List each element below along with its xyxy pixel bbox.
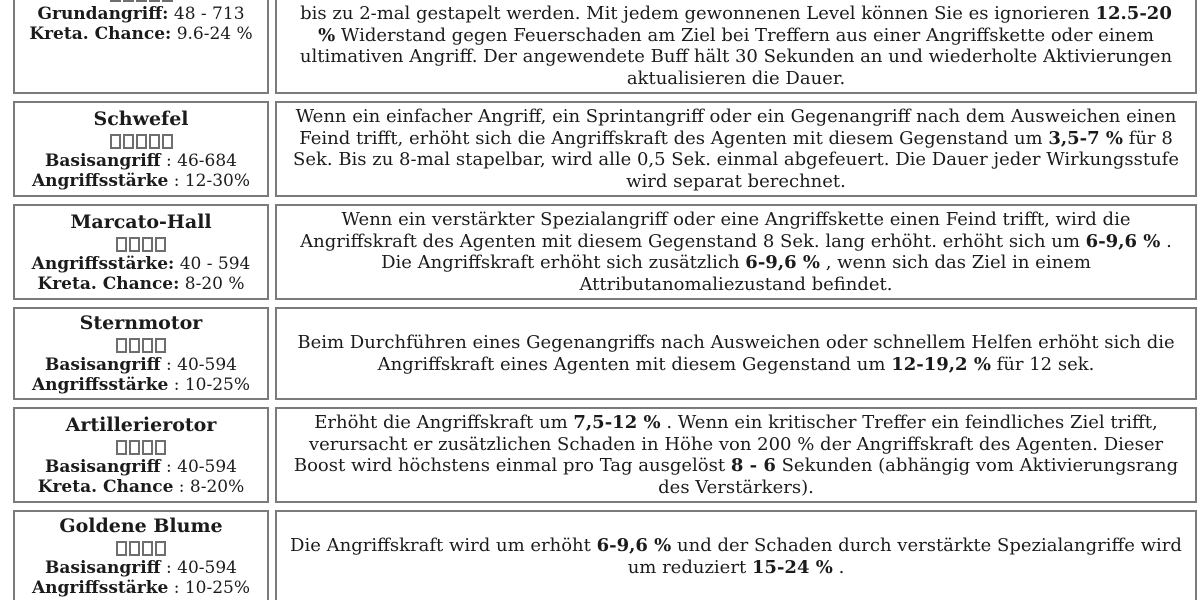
- star-icon: [142, 440, 153, 455]
- star-icon: [123, 0, 134, 2]
- items-table: [13, 0, 1197, 600]
- item-stars: [115, 538, 167, 558]
- stat-line: Angriffsstärke : 10-25%: [31, 375, 251, 395]
- description-text: Wenn ein einfacher Angriff, ein Sprintangriff oder ein Gegenangriff nach dem Ausweichen einen Feind trifft, erhöht sich die Angriffskraft des Agenten mit diesem Gegenstand um 3,5-7 % für 8 Sek. Bis zu 8-mal stapelbar, wird alle 0,5 Sek. einmal abgefeuert. Die Dauer jeder Wirkungsstufe wird separat berechnet.: [292, 106, 1180, 192]
- item-description: [275, 101, 1197, 197]
- stat-line: Angriffsstärke : 10-25%: [31, 578, 251, 598]
- table-row: [13, 204, 1197, 300]
- item-info-cell: [13, 407, 269, 503]
- star-icon: [129, 440, 140, 455]
- item-stats: [32, 355, 250, 395]
- table-row: [13, 0, 1197, 94]
- star-icon: [110, 134, 121, 149]
- item-stars: [115, 335, 167, 355]
- star-icon: [116, 440, 127, 455]
- stat-line: Basisangriff : 40-594: [45, 355, 237, 375]
- star-icon: [155, 237, 166, 252]
- item-info-cell: [13, 307, 269, 400]
- item-stats: [32, 254, 251, 294]
- item-stats: [29, 4, 252, 44]
- item-stats: [32, 558, 250, 598]
- stat-line: Kreta. Chance: 9.6-24 %: [29, 24, 253, 44]
- table-row: [13, 407, 1197, 503]
- star-icon: [155, 541, 166, 556]
- table-row: [13, 307, 1197, 400]
- star-icon: [162, 0, 173, 2]
- item-name: Schwefel: [93, 107, 189, 130]
- item-info-cell: [13, 204, 269, 300]
- star-icon: [110, 0, 121, 2]
- item-info-cell: [13, 510, 269, 600]
- description-text: Die Angriffskraft wird um erhöht 6-9,6 % und der Schaden durch verstärkte Spezialangriffe wird um reduziert 15-24 % .: [290, 535, 1182, 578]
- item-name: Marcato-Hall: [70, 210, 212, 233]
- star-icon: [116, 541, 127, 556]
- star-icon: [123, 134, 134, 149]
- item-stars: [115, 437, 167, 457]
- stat-line: Angriffsstärke: 40 - 594: [31, 253, 251, 274]
- description-text: bis zu 2-mal gestapelt werden. Mit jedem gewonnenen Level können Sie es ignorieren 12.5-20 % Widerstand gegen Feuerschaden am Ziel bei Treffern aus einer Angriffskette oder einem ultimativen Angriff. Der angewendete Buff hält 30 Sekunden an und wiederholte Aktivierungen aktualisieren die Dauer.: [299, 3, 1173, 89]
- item-description: [275, 407, 1197, 503]
- item-name: Goldene Blume: [59, 515, 223, 537]
- star-icon: [149, 0, 160, 2]
- stat-line: Angriffsstärke : 12-30%: [31, 170, 251, 191]
- item-description: [275, 204, 1197, 300]
- star-icon: [129, 541, 140, 556]
- star-icon: [142, 338, 153, 353]
- star-icon: [116, 237, 127, 252]
- description-text: Wenn ein verstärkter Spezialangriff oder eine Angriffskette einen Feind trifft, wird die Angriffskraft des Agenten mit diesem Gegenstand 8 Sek. lang erhöht. erhöht sich um 6-9,6 % . Die Angriffskraft erhöht sich zusätzlich 6-9,6 % , wenn sich das Ziel in einem Attributanomaliezustand befindet.: [300, 209, 1172, 295]
- stat-line: Basisangriff : 40-594: [45, 456, 237, 477]
- item-info-cell: [13, 101, 269, 197]
- stat-line: Kreta. Chance: 8-20 %: [37, 273, 245, 294]
- item-description: [275, 307, 1197, 400]
- item-description: [275, 0, 1197, 94]
- star-icon: [162, 134, 173, 149]
- table-row: [13, 101, 1197, 197]
- item-info-cell: [13, 0, 269, 94]
- stat-line: Kreta. Chance : 8-20%: [37, 476, 245, 497]
- description-text: Erhöht die Angriffskraft um 7,5-12 % . Wenn ein kritischer Treffer ein feindliches Ziel trifft, verursacht er zusätzlichen Schaden in Höhe von 200 % der Angriffskraft des Agenten. Dieser Boost wird höchstens einmal pro Tag ausgelöst 8 - 6 Sekunden (abhängig vom Aktivierungsrang des Verstärkers).: [293, 412, 1179, 498]
- star-icon: [136, 0, 147, 2]
- star-icon: [129, 237, 140, 252]
- description-text: Beim Durchführen eines Gegenangriffs nach Ausweichen oder schnellem Helfen erhöht sich die Angriffskraft eines Agenten mit diesem Gegenstand um 12-19,2 % für 12 sek.: [297, 332, 1175, 375]
- stat-line: Grundangriff: 48 - 713: [37, 4, 245, 24]
- table-row: [13, 510, 1197, 600]
- item-name: Artillerierotor: [65, 413, 217, 436]
- star-icon: [142, 541, 153, 556]
- star-icon: [116, 338, 127, 353]
- item-description: [275, 510, 1197, 600]
- star-icon: [129, 338, 140, 353]
- item-stats: [38, 457, 245, 497]
- stat-line: Basisangriff : 40-594: [45, 558, 237, 578]
- star-icon: [155, 338, 166, 353]
- item-name: Sternmotor: [79, 312, 203, 334]
- star-icon: [142, 237, 153, 252]
- item-stats: [32, 151, 250, 191]
- item-stars: [115, 234, 167, 254]
- star-icon: [136, 134, 147, 149]
- star-icon: [155, 440, 166, 455]
- stat-line: Basisangriff : 46-684: [45, 150, 237, 171]
- star-icon: [149, 134, 160, 149]
- item-stars: [109, 131, 174, 151]
